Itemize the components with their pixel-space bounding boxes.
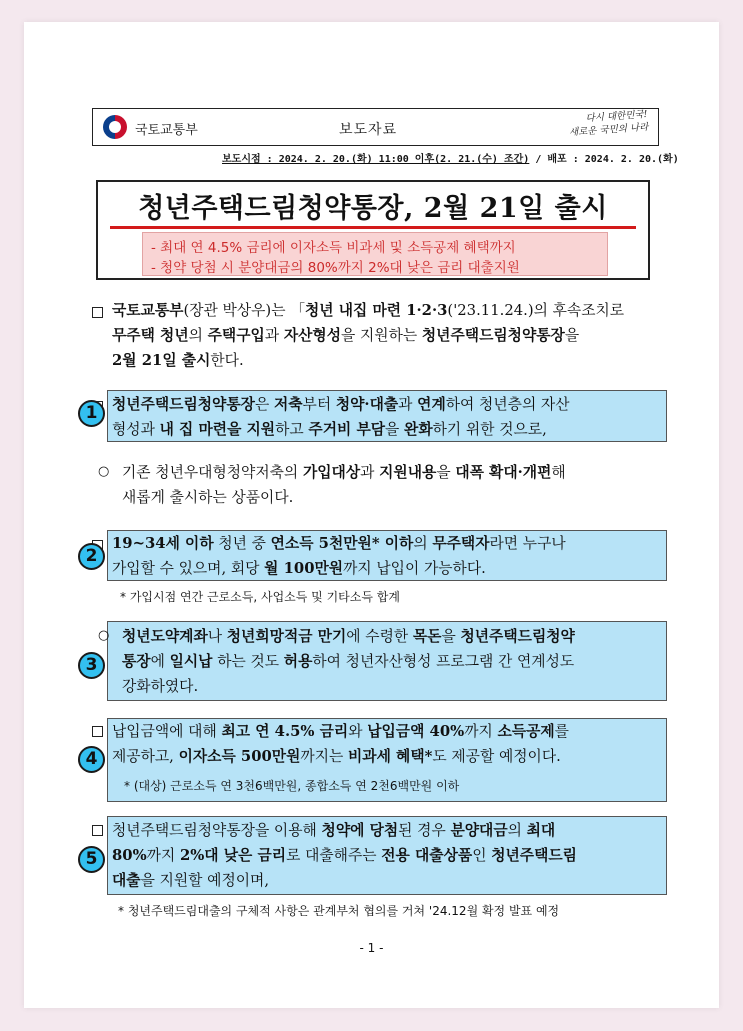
checkbox-bullet-icon — [92, 726, 103, 737]
circle-bullet-icon: ○ — [98, 628, 110, 643]
checkbox-bullet-icon — [92, 825, 103, 836]
release-info — [222, 150, 679, 165]
subtitle-box — [142, 232, 608, 276]
number-badge-4: 4 — [78, 746, 105, 773]
page-number: - 1 - — [359, 941, 384, 955]
subtitle-1: - 최대 연 4.5% 금리에 이자소득 비과세 및 소득공제 혜택까지 — [151, 240, 516, 256]
ministry-name: 국토교통부 — [135, 123, 198, 138]
footnote-4: * (대상) 근로소득 연 3천6백만원, 종합소득 연 2천6백만원 이하 — [124, 779, 460, 793]
number-badge-1: 1 — [78, 400, 105, 427]
slogan-signature: 다시 대한민국! 새로운 국민의 나라 — [568, 108, 649, 139]
footnote-5: * 청년주택드림대출의 구체적 사항은 관계부처 협의를 거쳐 '24.12월 확정 발표 예정 — [118, 904, 560, 918]
press-header — [92, 108, 659, 146]
number-badge-2: 2 — [78, 543, 105, 570]
page-title: 청년주택드림청약통장, 2월 21일 출시 — [138, 193, 608, 224]
release-time: 보도시점 : 2024. 2. 20.(화) 11:00 이후(2. 21.(수) 조간) — [222, 154, 530, 165]
title-underline — [110, 226, 636, 229]
government-logo-icon — [103, 115, 127, 139]
footnote-2: * 가입시점 연간 근로소득, 사업소득 및 기타소득 합계 — [120, 590, 400, 604]
subtitle-2: - 청약 당첨 시 분양대금의 80%까지 2%대 낮은 금리 대출지원 — [151, 260, 520, 276]
circle-bullet-icon: ○ — [98, 464, 110, 479]
title-box — [96, 180, 650, 280]
distribution-date: / 배포 : 2024. 2. 20.(화) — [529, 154, 679, 165]
press-label: 보도자료 — [339, 122, 398, 138]
checkbox-bullet-icon — [92, 307, 103, 318]
number-badge-5: 5 — [78, 846, 105, 873]
number-badge-3: 3 — [78, 652, 105, 679]
